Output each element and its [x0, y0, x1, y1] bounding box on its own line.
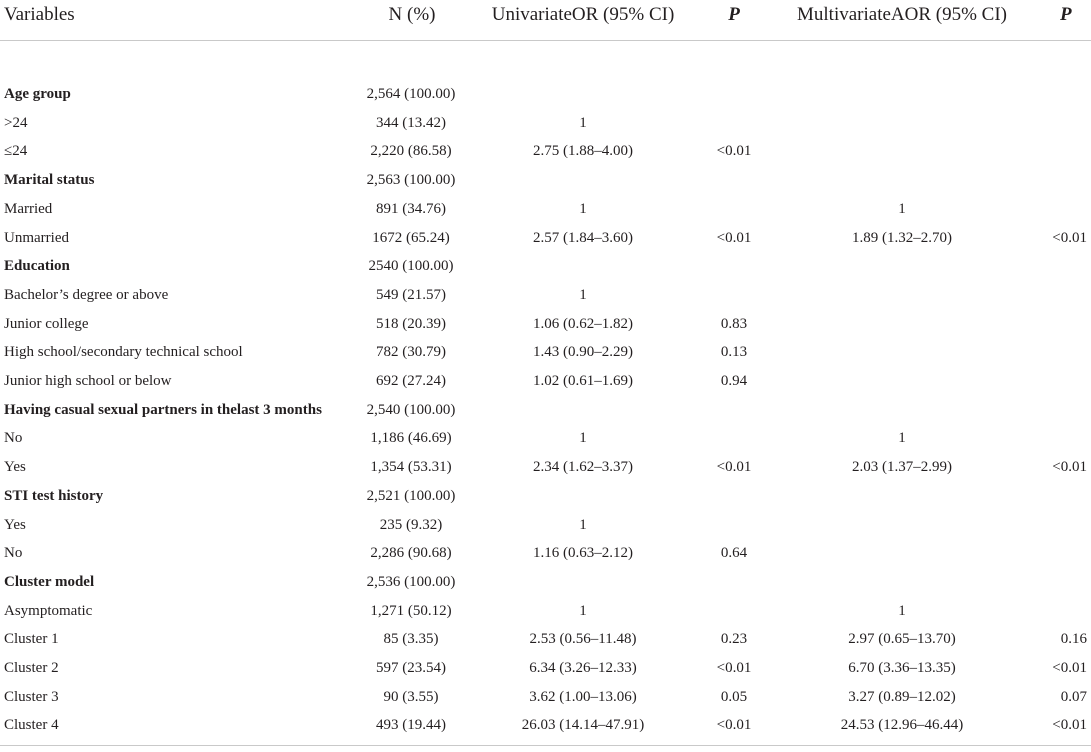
cell-univariate-or: 1.02 (0.61–1.69) [533, 373, 633, 389]
cell-variable: >24 [4, 114, 28, 131]
cell-p-multivariate: <0.01 [1052, 229, 1087, 246]
cell-univariate-or: 1 [579, 114, 587, 131]
cell-p-univariate: <0.01 [716, 143, 752, 160]
cell-p-univariate: <0.01 [716, 717, 752, 734]
cell-univariate-or: 2.75 (1.88–4.00) [533, 143, 633, 160]
cell-n-percent: 2,564 (100.00) [366, 86, 456, 102]
cell-univariate-or: 6.34 (3.26–12.33) [529, 660, 637, 676]
cell-univariate-or: 2.57 (1.84–3.60) [533, 229, 633, 246]
cell-variable: Yes [4, 459, 26, 476]
cell-n-percent: 2,286 (90.68) [370, 545, 452, 562]
cell-multivariate-aor: 1 [898, 200, 906, 217]
cell-univariate-or: 1 [579, 516, 587, 533]
cell-univariate-or: 1 [579, 602, 587, 619]
cell-variable: Cluster 3 [4, 688, 59, 705]
cell-univariate-or: 2.53 (0.56–11.48) [529, 631, 637, 648]
cell-p-univariate: 0.13 [720, 344, 748, 361]
cell-univariate-or: 2.34 (1.62–3.37) [533, 459, 633, 476]
header-n-percent: N (%) [388, 4, 436, 25]
cell-univariate-or: 1 [579, 286, 587, 303]
cell-p-univariate: <0.01 [716, 660, 752, 676]
cell-variable: ≤24 [4, 143, 28, 160]
cell-univariate-or: 1.43 (0.90–2.29) [533, 344, 633, 361]
cell-variable: Married [4, 200, 53, 217]
cell-p-multivariate: 0.07 [1060, 688, 1087, 705]
cell-n-percent: 549 (21.57) [376, 286, 446, 303]
cell-variable: STI test history [4, 487, 104, 504]
header-variables: Variables [4, 4, 75, 25]
cell-variable: No [4, 545, 23, 562]
cell-multivariate-aor: 2.03 (1.37–2.99) [852, 459, 952, 476]
cell-n-percent: 2540 (100.00) [368, 258, 454, 275]
cell-n-percent: 85 (3.35) [383, 631, 439, 648]
cell-p-univariate: 0.23 [720, 631, 748, 648]
cell-n-percent: 2,540 (100.00) [366, 401, 456, 418]
cell-p-multivariate: 0.16 [1060, 631, 1087, 648]
cell-multivariate-aor: 6.70 (3.36–13.35) [848, 660, 956, 676]
cell-variable: Having casual sexual partners in thelast 3 months [4, 401, 322, 418]
cell-p-univariate: 0.05 [720, 688, 748, 705]
cell-multivariate-aor: 1 [898, 430, 906, 447]
cell-p-multivariate: <0.01 [1052, 717, 1087, 734]
cell-univariate-or: 3.62 (1.00–13.06) [529, 688, 637, 705]
cell-n-percent: 2,220 (86.58) [370, 143, 452, 160]
cell-n-percent: 782 (30.79) [376, 344, 446, 361]
cell-n-percent: 1,271 (50.12) [370, 602, 452, 619]
table-bottom-rule [0, 745, 1091, 746]
cell-n-percent: 2,563 (100.00) [366, 172, 456, 189]
cell-n-percent: 2,536 (100.00) [366, 573, 456, 590]
cell-variable: Junior high school or below [4, 373, 172, 389]
cell-univariate-or: 1 [579, 430, 587, 447]
cell-n-percent: 692 (27.24) [376, 373, 446, 389]
header-p-univariate: P [728, 4, 740, 25]
cell-univariate-or: 1.06 (0.62–1.82) [533, 315, 633, 332]
cell-n-percent: 518 (20.39) [376, 315, 446, 332]
header-p-multivariate: P [1060, 4, 1072, 25]
cell-variable: Age group [4, 86, 71, 102]
cell-n-percent: 597 (23.54) [376, 660, 446, 676]
cell-n-percent: 1,354 (53.31) [370, 459, 452, 476]
cell-variable: Education [4, 258, 70, 275]
cell-p-univariate: <0.01 [716, 459, 752, 476]
cell-univariate-or: 1 [579, 200, 587, 217]
cell-p-multivariate: <0.01 [1052, 660, 1087, 676]
cell-n-percent: 90 (3.55) [383, 688, 439, 705]
cell-variable: Cluster 4 [4, 717, 59, 734]
cell-univariate-or: 1.16 (0.63–2.12) [533, 545, 633, 562]
cell-n-percent: 1,186 (46.69) [370, 430, 452, 447]
cell-variable: Marital status [4, 172, 95, 189]
cell-n-percent: 235 (9.32) [379, 516, 443, 533]
cell-variable: No [4, 430, 23, 447]
header-univariate-or: UnivariateOR (95% CI) [491, 4, 675, 25]
cell-univariate-or: 26.03 (14.14–47.91) [521, 717, 645, 734]
cell-n-percent: 493 (19.44) [376, 717, 446, 734]
cell-variable: Yes [4, 516, 26, 533]
cell-multivariate-aor: 1 [898, 602, 906, 619]
cell-p-univariate: 0.94 [720, 373, 748, 389]
cell-variable: Junior college [4, 315, 89, 332]
cell-n-percent: 1672 (65.24) [372, 229, 450, 246]
cell-p-univariate: <0.01 [716, 229, 752, 246]
cell-variable: Bachelor’s degree or above [4, 286, 169, 303]
cell-n-percent: 344 (13.42) [376, 114, 446, 131]
cell-p-multivariate: <0.01 [1052, 459, 1087, 476]
cell-variable: Asymptomatic [4, 602, 93, 619]
cell-n-percent: 891 (34.76) [376, 200, 446, 217]
cell-multivariate-aor: 24.53 (12.96–46.44) [840, 717, 964, 734]
cell-variable: Cluster 1 [4, 631, 59, 648]
cell-p-univariate: 0.83 [720, 315, 748, 332]
cell-variable: High school/secondary technical school [4, 344, 243, 361]
cell-multivariate-aor: 2.97 (0.65–13.70) [848, 631, 956, 648]
cell-multivariate-aor: 1.89 (1.32–2.70) [852, 229, 952, 246]
cell-multivariate-aor: 3.27 (0.89–12.02) [848, 688, 956, 705]
cell-p-univariate: 0.64 [720, 545, 748, 562]
cell-variable: Cluster 2 [4, 660, 59, 676]
cell-variable: Unmarried [4, 229, 69, 246]
cell-variable: Cluster model [4, 573, 95, 590]
header-multivariate-aor: MultivariateAOR (95% CI) [796, 4, 1008, 25]
table-header [0, 0, 1091, 41]
cell-n-percent: 2,521 (100.00) [366, 487, 456, 504]
